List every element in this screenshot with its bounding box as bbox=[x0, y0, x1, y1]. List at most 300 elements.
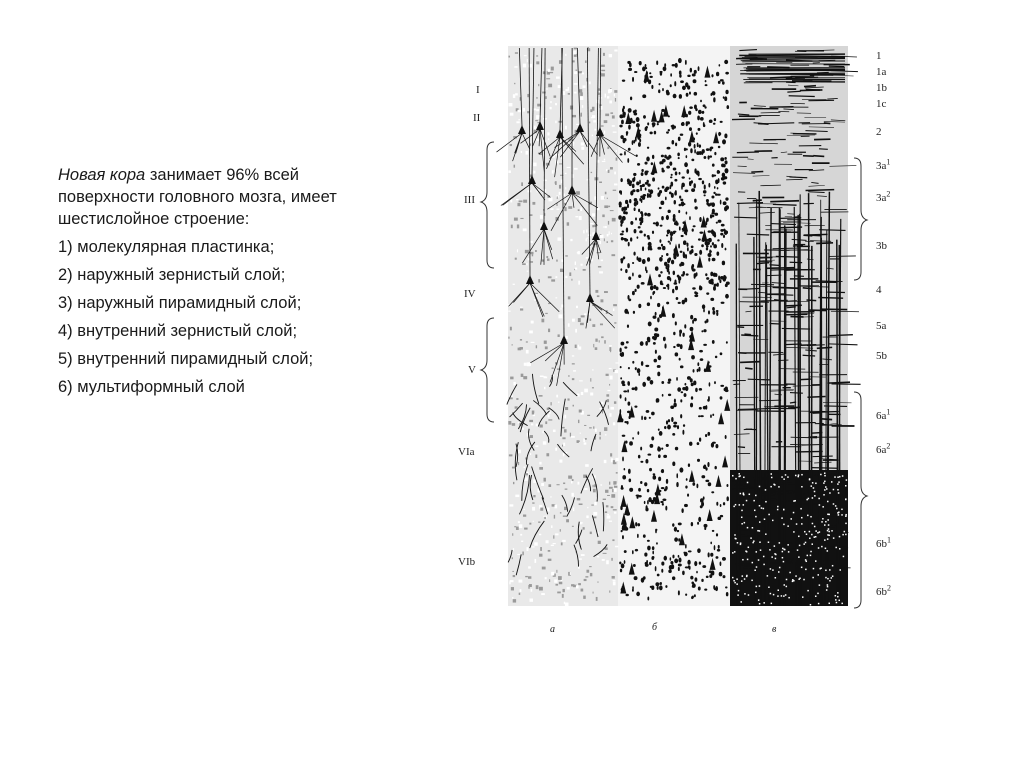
fiber-gap bbox=[759, 530, 761, 532]
granule-cell bbox=[661, 447, 663, 449]
granule-cell bbox=[627, 263, 630, 268]
granule-cell bbox=[691, 137, 695, 141]
granule-cell bbox=[706, 202, 709, 205]
fiber-gap bbox=[742, 559, 744, 561]
fiber-gap bbox=[772, 520, 774, 522]
granule-cell bbox=[714, 466, 716, 470]
fiber-gap bbox=[775, 577, 777, 579]
granule-cell bbox=[674, 248, 678, 253]
fiber-gap bbox=[770, 486, 772, 488]
granule-cell bbox=[718, 171, 720, 174]
fiber-gap bbox=[841, 514, 843, 516]
granule-cell bbox=[703, 124, 705, 127]
fiber-gap bbox=[757, 530, 759, 532]
fiber-gap bbox=[813, 487, 815, 489]
granule-cell bbox=[672, 433, 675, 436]
fiber-gap bbox=[772, 569, 774, 571]
fiber-gap bbox=[820, 474, 822, 476]
bracket-6 bbox=[854, 392, 867, 608]
granule-cell bbox=[632, 140, 634, 145]
fiber-gap bbox=[833, 537, 835, 539]
granule-cell bbox=[638, 455, 640, 459]
fiber-gap bbox=[782, 548, 784, 550]
sublayer-label-6a2: $6a^2$ bbox=[876, 441, 891, 456]
granule-cell bbox=[659, 582, 661, 585]
fiber-gap bbox=[845, 498, 847, 500]
granule-cell bbox=[672, 576, 675, 580]
granule-cell bbox=[704, 589, 707, 591]
granule-cell bbox=[716, 533, 718, 536]
granule-cell bbox=[661, 487, 665, 489]
fiber-gap bbox=[732, 577, 734, 579]
granule-cell bbox=[707, 462, 709, 467]
granule-cell bbox=[674, 179, 677, 182]
tangential-fiber bbox=[806, 190, 835, 191]
granule-cell bbox=[645, 64, 647, 67]
fiber-gap bbox=[801, 486, 803, 488]
granule-cell bbox=[644, 501, 646, 504]
granule-cell bbox=[650, 286, 654, 291]
granule-cell bbox=[692, 595, 694, 598]
fiber-gap bbox=[845, 485, 847, 487]
fiber-gap bbox=[815, 596, 817, 598]
granule-cell bbox=[622, 384, 625, 386]
granule-cell bbox=[685, 593, 687, 595]
granule-cell bbox=[725, 205, 729, 210]
granule-cell bbox=[647, 337, 650, 342]
granule-cell bbox=[644, 162, 647, 165]
tangential-fiber bbox=[803, 288, 812, 289]
granule-cell bbox=[689, 106, 693, 109]
granule-cell bbox=[723, 575, 726, 578]
fiber-gap bbox=[815, 536, 817, 538]
granule-cell bbox=[712, 258, 716, 262]
granule-cell bbox=[665, 585, 667, 588]
granule-cell bbox=[662, 306, 664, 309]
granule-cell bbox=[657, 586, 659, 590]
sublayer-label-2: 2 bbox=[876, 126, 882, 138]
granule-cell bbox=[703, 329, 706, 332]
granule-cell bbox=[714, 213, 718, 216]
fiber-gap bbox=[763, 602, 765, 604]
granule-cell bbox=[666, 131, 669, 133]
sublayer-label-4: 4 bbox=[876, 284, 882, 296]
granule-cell bbox=[650, 131, 653, 134]
granule-cell bbox=[705, 405, 707, 409]
granule-cell bbox=[655, 312, 657, 316]
fiber-gap bbox=[737, 594, 739, 596]
granule-cell bbox=[678, 58, 682, 63]
fiber-gap bbox=[759, 521, 761, 523]
fiber-gap bbox=[795, 475, 797, 477]
fiber-gap bbox=[829, 569, 831, 571]
granule-cell bbox=[704, 156, 707, 159]
granule-cell bbox=[619, 348, 621, 353]
granule-cell bbox=[621, 207, 623, 211]
fiber-gap bbox=[752, 527, 754, 529]
fiber-gap bbox=[799, 545, 801, 547]
granule-cell bbox=[677, 152, 680, 156]
granule-cell bbox=[722, 557, 726, 561]
fiber-gap bbox=[771, 477, 773, 479]
granule-cell bbox=[659, 239, 661, 243]
fiber-gap bbox=[787, 525, 789, 527]
granule-cell bbox=[661, 381, 664, 384]
fiber-gap bbox=[804, 531, 806, 533]
granule-cell bbox=[710, 272, 713, 277]
sublayer-label-1: 1 bbox=[876, 50, 882, 62]
granule-cell bbox=[644, 416, 647, 419]
granule-cell bbox=[634, 71, 637, 73]
granule-cell bbox=[689, 177, 691, 179]
granule-cell bbox=[670, 73, 672, 76]
granule-cell bbox=[681, 185, 683, 190]
fiber-gap bbox=[738, 590, 740, 592]
granule-cell bbox=[655, 529, 657, 534]
granule-cell bbox=[656, 61, 658, 65]
granule-cell bbox=[698, 587, 701, 591]
granule-cell bbox=[692, 583, 696, 588]
granule-cell bbox=[700, 117, 704, 121]
granule-cell bbox=[680, 365, 684, 368]
granule-cell bbox=[687, 247, 689, 251]
granule-cell bbox=[664, 188, 667, 192]
fiber-gap bbox=[746, 551, 748, 553]
granule-cell bbox=[723, 164, 726, 168]
fiber-gap bbox=[733, 506, 735, 508]
fiber-gap bbox=[732, 552, 734, 554]
fiber-gap bbox=[770, 593, 772, 595]
granule-cell bbox=[651, 436, 654, 440]
fiber-gap bbox=[770, 568, 772, 570]
granule-cell bbox=[681, 122, 685, 126]
granule-cell bbox=[621, 487, 624, 490]
granule-cell bbox=[641, 282, 645, 285]
granule-cell bbox=[679, 94, 682, 99]
granule-cell bbox=[634, 405, 637, 407]
fiber-gap bbox=[807, 555, 809, 557]
cortex-layers-figure bbox=[440, 30, 910, 650]
granule-cell bbox=[689, 92, 691, 95]
granule-cell bbox=[691, 396, 693, 399]
fiber-gap bbox=[829, 492, 831, 494]
granule-cell bbox=[659, 431, 663, 436]
fiber-gap bbox=[734, 551, 736, 553]
fiber-gap bbox=[832, 575, 834, 577]
granule-cell bbox=[634, 289, 636, 292]
granule-cell bbox=[635, 217, 637, 220]
granule-cell bbox=[693, 369, 695, 372]
granule-cell bbox=[644, 234, 646, 237]
cortex-illustration bbox=[440, 30, 910, 650]
fiber-gap bbox=[742, 575, 744, 577]
left-brackets bbox=[481, 142, 494, 422]
fiber-gap bbox=[826, 488, 828, 490]
granule-cell bbox=[720, 276, 724, 279]
granule-cell bbox=[673, 346, 675, 348]
fiber-gap bbox=[837, 512, 839, 514]
fiber-gap bbox=[740, 601, 742, 603]
granule-cell bbox=[681, 508, 683, 513]
granule-cell bbox=[652, 155, 654, 159]
granule-cell bbox=[641, 169, 643, 172]
fiber-gap bbox=[773, 484, 775, 486]
granule-cell bbox=[678, 244, 680, 249]
tangential-fiber bbox=[741, 335, 758, 336]
granule-cell bbox=[666, 166, 670, 169]
fiber-gap bbox=[831, 481, 833, 483]
column-label-a: а bbox=[550, 624, 555, 635]
fiber-gap bbox=[769, 549, 771, 551]
granule-cell bbox=[694, 594, 696, 597]
granule-cell bbox=[686, 211, 688, 214]
granule-cell bbox=[638, 226, 641, 228]
granule-cell bbox=[629, 183, 632, 186]
tangential-fiber bbox=[827, 382, 850, 383]
granule-cell bbox=[655, 350, 657, 354]
granule-cell bbox=[653, 497, 656, 502]
tangential-fiber bbox=[804, 86, 816, 87]
granule-cell bbox=[658, 187, 660, 189]
granule-cell bbox=[627, 411, 631, 414]
fiber-gap bbox=[777, 595, 779, 597]
granule-cell bbox=[680, 414, 682, 418]
granule-cell bbox=[623, 211, 626, 215]
granule-cell bbox=[689, 127, 692, 131]
fiber-gap bbox=[827, 530, 829, 532]
fiber-gap bbox=[743, 477, 745, 479]
fiber-gap bbox=[823, 494, 825, 496]
granule-cell bbox=[718, 178, 720, 183]
fiber-gap bbox=[758, 599, 760, 601]
granule-cell bbox=[719, 279, 721, 283]
granule-cell bbox=[638, 209, 640, 213]
granule-cell bbox=[718, 220, 722, 223]
granule-cell bbox=[626, 341, 629, 343]
granule-cell bbox=[629, 488, 633, 492]
fiber-gap bbox=[748, 547, 750, 549]
granule-cell bbox=[681, 235, 684, 237]
granule-cell bbox=[714, 152, 716, 155]
fiber-gap bbox=[837, 596, 839, 598]
granule-cell bbox=[630, 221, 633, 225]
fiber-gap bbox=[734, 534, 736, 536]
granule-cell bbox=[716, 311, 718, 316]
granule-cell bbox=[725, 248, 727, 251]
granule-cell bbox=[693, 318, 697, 321]
granule-cell bbox=[632, 387, 635, 390]
fiber-gap bbox=[808, 498, 810, 500]
granule-cell bbox=[698, 238, 701, 240]
granule-cell bbox=[687, 560, 690, 565]
bracket-3 bbox=[854, 158, 867, 280]
granule-cell bbox=[720, 121, 723, 123]
fiber-gap bbox=[753, 500, 755, 502]
column-label-c: в bbox=[772, 624, 777, 635]
fiber-gap bbox=[843, 556, 845, 558]
fiber-gap bbox=[836, 508, 838, 510]
fiber-gap bbox=[779, 542, 781, 544]
granule-cell bbox=[713, 174, 716, 176]
sublayer-label-3b: 3b bbox=[876, 240, 887, 252]
sublayer-label-6b1: $6b^1$ bbox=[876, 535, 891, 550]
granule-cell bbox=[645, 459, 648, 464]
granule-cell bbox=[715, 586, 718, 591]
tangential-fiber bbox=[779, 369, 806, 370]
granule-cell bbox=[658, 274, 661, 277]
granule-cell bbox=[653, 473, 656, 475]
fiber-gap bbox=[838, 600, 840, 602]
granule-cell bbox=[658, 83, 660, 85]
fiber-gap bbox=[800, 508, 802, 510]
granule-cell bbox=[697, 548, 701, 553]
granule-cell bbox=[660, 501, 663, 503]
granule-cell bbox=[678, 590, 680, 595]
granule-cell bbox=[633, 252, 635, 256]
granule-cell bbox=[632, 291, 635, 295]
granule-cell bbox=[706, 247, 708, 250]
granule-cell bbox=[682, 333, 684, 337]
granule-cell bbox=[649, 417, 651, 419]
granule-cell bbox=[658, 428, 660, 430]
granule-cell bbox=[720, 352, 723, 355]
granule-cell bbox=[651, 85, 653, 89]
fiber-gap bbox=[741, 517, 743, 519]
granule-cell bbox=[627, 381, 629, 385]
granule-cell bbox=[726, 341, 728, 343]
fiber-gap bbox=[750, 537, 752, 539]
granule-cell bbox=[649, 189, 653, 194]
granule-cell bbox=[642, 246, 644, 251]
granule-cell bbox=[647, 147, 649, 149]
granule-cell bbox=[658, 89, 660, 93]
granule-cell bbox=[684, 393, 687, 397]
granule-cell bbox=[658, 454, 661, 458]
granule-cell bbox=[651, 172, 654, 174]
granule-cell bbox=[703, 465, 706, 469]
fiber-gap bbox=[764, 518, 766, 520]
granule-cell bbox=[686, 155, 688, 158]
fiber-gap bbox=[779, 567, 781, 569]
granule-cell bbox=[671, 174, 673, 176]
granule-cell bbox=[620, 394, 622, 398]
granule-cell bbox=[649, 562, 652, 566]
granule-cell bbox=[668, 129, 670, 131]
granule-cell bbox=[701, 579, 703, 582]
granule-cell bbox=[660, 271, 663, 273]
granule-cell bbox=[638, 495, 641, 497]
fiber-gap bbox=[773, 594, 775, 596]
granule-cell bbox=[692, 73, 696, 76]
granule-cell bbox=[680, 399, 682, 402]
granule-cell bbox=[678, 538, 680, 541]
granule-cell bbox=[698, 415, 701, 417]
fiber-gap bbox=[824, 472, 826, 474]
granule-cell bbox=[702, 111, 704, 114]
granule-cell bbox=[664, 262, 667, 266]
fiber-gap bbox=[812, 577, 814, 579]
granule-cell bbox=[676, 253, 678, 257]
granule-cell bbox=[626, 227, 628, 232]
granule-cell bbox=[702, 149, 705, 153]
fiber-gap bbox=[814, 495, 816, 497]
fiber-gap bbox=[805, 559, 807, 561]
granule-cell bbox=[663, 455, 667, 458]
fiber-gap bbox=[825, 570, 827, 572]
tangential-fiber bbox=[824, 123, 831, 124]
fiber-gap bbox=[735, 504, 737, 506]
granule-cell bbox=[706, 319, 708, 323]
fiber-gap bbox=[744, 522, 746, 524]
granule-cell bbox=[648, 80, 651, 85]
granule-cell bbox=[680, 251, 683, 253]
granule-cell bbox=[684, 148, 686, 151]
granule-cell bbox=[638, 488, 641, 492]
layer-item-1: 1) молекулярная пластинка; bbox=[58, 238, 275, 256]
granule-cell bbox=[666, 444, 669, 447]
granule-cell bbox=[622, 80, 625, 82]
granule-cell bbox=[717, 194, 721, 196]
fiber-gap bbox=[819, 568, 821, 570]
granule-cell bbox=[712, 414, 714, 416]
fiber-gap bbox=[814, 491, 816, 493]
granule-cell bbox=[650, 380, 654, 385]
granule-cell bbox=[713, 244, 717, 248]
granule-cell bbox=[697, 459, 700, 462]
granule-cell bbox=[618, 215, 622, 220]
granule-cell bbox=[709, 119, 713, 123]
tangential-fiber bbox=[770, 201, 799, 202]
granule-cell bbox=[706, 292, 709, 294]
fiber-gap bbox=[810, 604, 812, 606]
granule-cell bbox=[680, 134, 684, 136]
granule-cell bbox=[666, 302, 669, 305]
granule-cell bbox=[640, 217, 643, 221]
granule-cell bbox=[705, 84, 708, 86]
granule-cell bbox=[636, 496, 638, 499]
granule-cell bbox=[675, 447, 678, 451]
layer-label-V: V bbox=[468, 364, 476, 376]
fiber-gap bbox=[814, 526, 816, 528]
fiber-gap bbox=[826, 589, 828, 591]
fiber-gap bbox=[805, 569, 807, 571]
fiber-gap bbox=[812, 523, 814, 525]
granule-cell bbox=[629, 199, 631, 203]
granule-cell bbox=[708, 238, 712, 242]
granule-cell bbox=[715, 356, 717, 359]
granule-cell bbox=[668, 210, 671, 213]
granule-cell bbox=[647, 257, 650, 261]
granule-cell bbox=[620, 233, 624, 235]
fiber-gap bbox=[736, 578, 738, 580]
granule-cell bbox=[666, 479, 668, 484]
granule-cell bbox=[649, 76, 652, 78]
fiber-gap bbox=[793, 531, 795, 533]
fiber-gap bbox=[781, 595, 783, 597]
granule-cell bbox=[651, 412, 655, 416]
granule-cell bbox=[684, 504, 688, 507]
granule-cell bbox=[722, 173, 726, 178]
granule-cell bbox=[641, 213, 643, 218]
granule-cell bbox=[669, 161, 672, 165]
fiber-gap bbox=[807, 515, 809, 517]
fiber-gap bbox=[811, 534, 813, 536]
granule-cell bbox=[627, 311, 629, 314]
granule-cell bbox=[636, 117, 640, 122]
granule-cell bbox=[691, 188, 695, 192]
granule-cell bbox=[636, 189, 639, 192]
fiber-gap bbox=[734, 582, 736, 584]
